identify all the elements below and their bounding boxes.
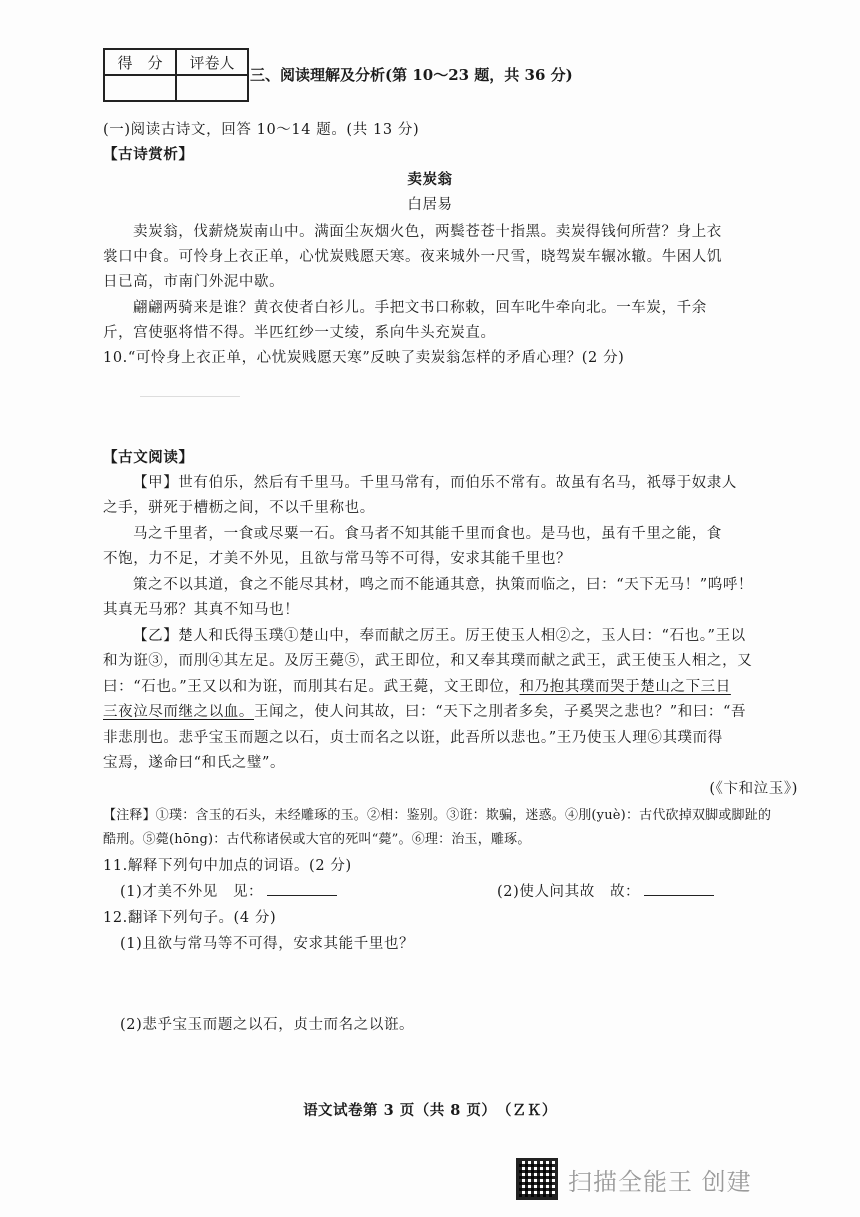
grader-cell[interactable] [176, 75, 248, 101]
score-cell[interactable] [104, 75, 176, 101]
prose-line: 【甲】世有伯乐，然后有千里马。千里马常有，而伯乐不常有。故虽有名马，祇辱于奴隶人 [133, 475, 737, 491]
poem-author: 白居易 [407, 197, 453, 213]
answer-blank-11-1[interactable] [267, 881, 337, 896]
prose-section-label: 【古文阅读】 [103, 449, 194, 466]
prose-line: 不饱，力不足，才美不外见，且欲与常马等不可得，安求其能千里也？ [103, 551, 572, 567]
prose-line: 马之千里者，一食或尽粟一石。食马者不知其能千里而食也。是马也，虽有千里之能，食 [133, 526, 722, 542]
notes-line: 酷刑。⑤薨(hōng)：古代称诸侯或大官的死叫“薨”。⑥理：治玉，雕琢。 [103, 832, 531, 847]
prose-line: 之手，骈死于槽枥之间，不以千里称也。 [103, 500, 375, 516]
prose-line: 和为诳③，而刖④其左足。及厉王薨⑤，武王即位，和又奉其璞而献之武王，武王使玉人相之，又 [103, 653, 753, 669]
score-box [103, 48, 249, 102]
question-12-item-1: (1)且欲与常马等不可得，安求其能千里也？ [120, 936, 415, 952]
scanner-watermark [516, 1158, 752, 1200]
poem-line: 裳口中食。可怜身上衣正单，心忧炭贱愿天寒。夜来城外一尺雪，晓驾炭车辗冰辙。牛困人饥 [103, 249, 723, 265]
question-11-item-1 [120, 880, 337, 901]
prose-line: 【乙】楚人和氏得玉璞①楚山中，奉而献之厉王。厉王使玉人相②之，玉人曰：“石也。”王以 [133, 628, 746, 644]
poem-line: 翩翩两骑来是谁？黄衣使者白衫儿。手把文书口称敕，回车叱牛牵向北。一车炭，千余 [133, 300, 707, 316]
prose-line [103, 700, 746, 721]
question-11-item-2 [497, 880, 714, 901]
poem-line: 日已高，市南门外泥中歇。 [103, 274, 285, 290]
prose-line: 宝焉，遂命曰“和氏之璧”。 [103, 755, 286, 771]
prose-line: 其真无马邪？其真不知马也！ [103, 602, 300, 618]
answer-blank-11-2[interactable] [644, 881, 714, 896]
qr-code-icon [516, 1158, 558, 1200]
part1-intro: (一)阅读古诗文，回答 10～14 题。(共 13 分) [103, 122, 420, 138]
question-11-item-2-text: (2)使人问其故 故： [497, 884, 641, 900]
underlined-sentence: 和乃抱其璞而哭于楚山之下三日 [519, 679, 731, 695]
watermark-text: 扫描全能王 创建 [568, 1167, 752, 1196]
poem-line: 卖炭翁，伐薪烧炭南山中。满面尘灰烟火色，两鬓苍苍十指黑。卖炭得钱何所营？身上衣 [133, 224, 722, 240]
poem-section-label: 【古诗赏析】 [103, 146, 194, 163]
question-12: 12.翻译下列句子。(4 分) [103, 910, 277, 926]
answer-area-q12-2[interactable] [120, 1040, 740, 1090]
prose-line: 策之不以其道，食之不能尽其材，鸣之而不能通其意，执策而临之，曰：“天下无马！”呜呼！ [133, 577, 754, 593]
prose-line-text: 曰：“石也。”王又以和为诳，而刖其右足。武王薨，文王即位， [103, 679, 520, 695]
poem-title: 卖炭翁 [407, 171, 453, 188]
prose-source: (《卞和泣玉》) [709, 781, 798, 797]
question-10: 10.“可怜身上衣正单，心忧炭贱愿天寒”反映了卖炭翁怎样的矛盾心理？(2 分) [103, 350, 625, 366]
prose-line [103, 675, 731, 696]
notes-line: 【注释】①璞：含玉的石头，未经雕琢的玉。②相：鉴别。③诳：欺骗，迷惑。④刖(yuè)：古代砍掉双脚或脚趾的 [103, 808, 772, 823]
answer-area-q10[interactable] [140, 396, 240, 397]
underlined-sentence: 三夜泣尽而继之以血。 [103, 704, 254, 720]
question-12-item-2: (2)悲乎宝玉而题之以石，贞士而名之以诳。 [120, 1017, 415, 1033]
page-footer: 语文试卷第 3 页（共 8 页） （ＺＫ） [303, 1102, 557, 1119]
prose-line-text: 王闻之，使人问其故，曰：“天下之刖者多矣，子奚哭之悲也？”和曰：“吾 [254, 704, 747, 720]
score-label: 得 分 [104, 49, 176, 75]
question-11: 11.解释下列句中加点的词语。(2 分) [103, 858, 352, 874]
grader-label: 评卷人 [176, 49, 248, 75]
question-11-item-1-text: (1)才美不外见 见： [120, 884, 264, 900]
section-title: 三、阅读理解及分析(第 10～23 题，共 36 分) [250, 66, 573, 84]
prose-line: 非悲刖也。悲乎宝玉而题之以石，贞士而名之以诳，此吾所以悲也。”王乃使玉人理⑥其璞而得 [103, 730, 723, 746]
poem-line: 斤，宫使驱将惜不得。半匹红纱一丈绫，系向牛头充炭直。 [103, 325, 496, 341]
answer-area-q12-1[interactable] [120, 958, 740, 1008]
